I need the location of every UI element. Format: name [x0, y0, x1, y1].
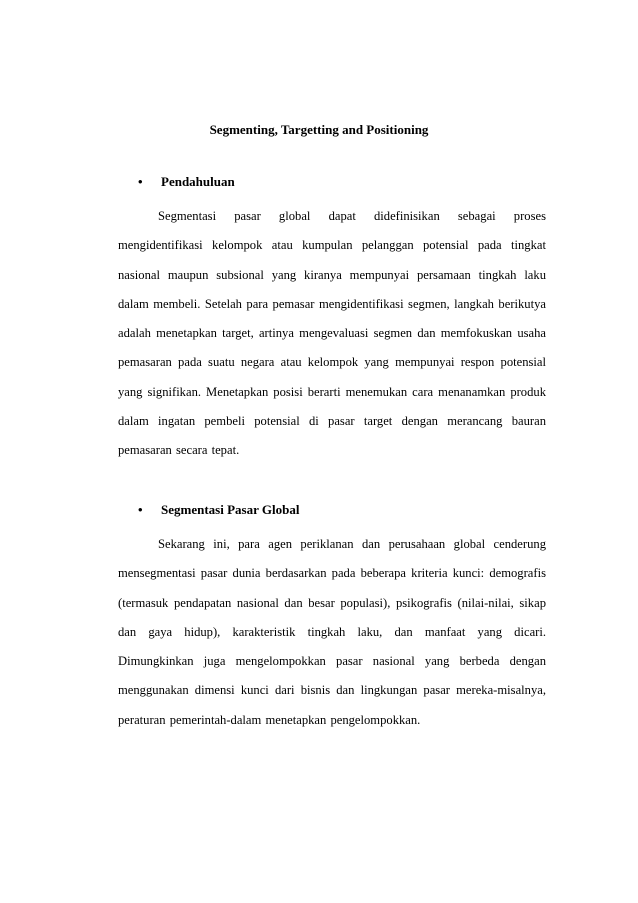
section-heading — [118, 500, 546, 520]
section-heading-text: Pendahuluan — [161, 174, 235, 189]
section-pendahuluan — [118, 172, 546, 466]
section-paragraph: Segmentasi pasar global dapat didefinisikan sebagai proses mengidentifikasi kelompok atau kumpulan pelanggan potensial pada tingkat nasional maupun subsional yang kiranya mempunyai persamaan tingkah laku dalam membeli. Setelah para pemasar mengidentifikasi segmen, langkah berikutya adalah menetapkan target, artinya mengevaluasi segmen dan memfokuskan usaha pemasaran pada suatu negara atau kelompok yang mempunyai respon potensial yang signifikan. Menetapkan posisi berarti menemukan cara menanamkan produk dalam ingatan pembeli potensial di pasar target dengan merancang bauran pemasaran secara tepat. — [118, 209, 546, 458]
bullet-icon: • — [138, 502, 143, 517]
section-heading-text: Segmentasi Pasar Global — [161, 502, 300, 517]
section-paragraph: Sekarang ini, para agen periklanan dan perusahaan global cenderung mensegmentasi pasar dunia berdasarkan pada beberapa kriteria kunci: demografis (termasuk pendapatan nasional dan besar populasi), psikografis (nilai-nilai, sikap dan gaya hidup), karakteristik tingkah laku, dan manfaat yang dicari. Dimungkinkan juga mengelompokkan pasar nasional yang berbeda dengan menggunakan dimensi kunci dari bisnis dan lingkungan pasar mereka-misalnya, peraturan pemerintah-dalam menetapkan pengelompokkan. — [118, 537, 546, 727]
section-heading — [118, 172, 546, 192]
bullet-icon: • — [138, 174, 143, 189]
section-segmentasi-pasar-global — [118, 500, 546, 735]
page-title: Segmenting, Targetting and Positioning — [209, 122, 429, 137]
